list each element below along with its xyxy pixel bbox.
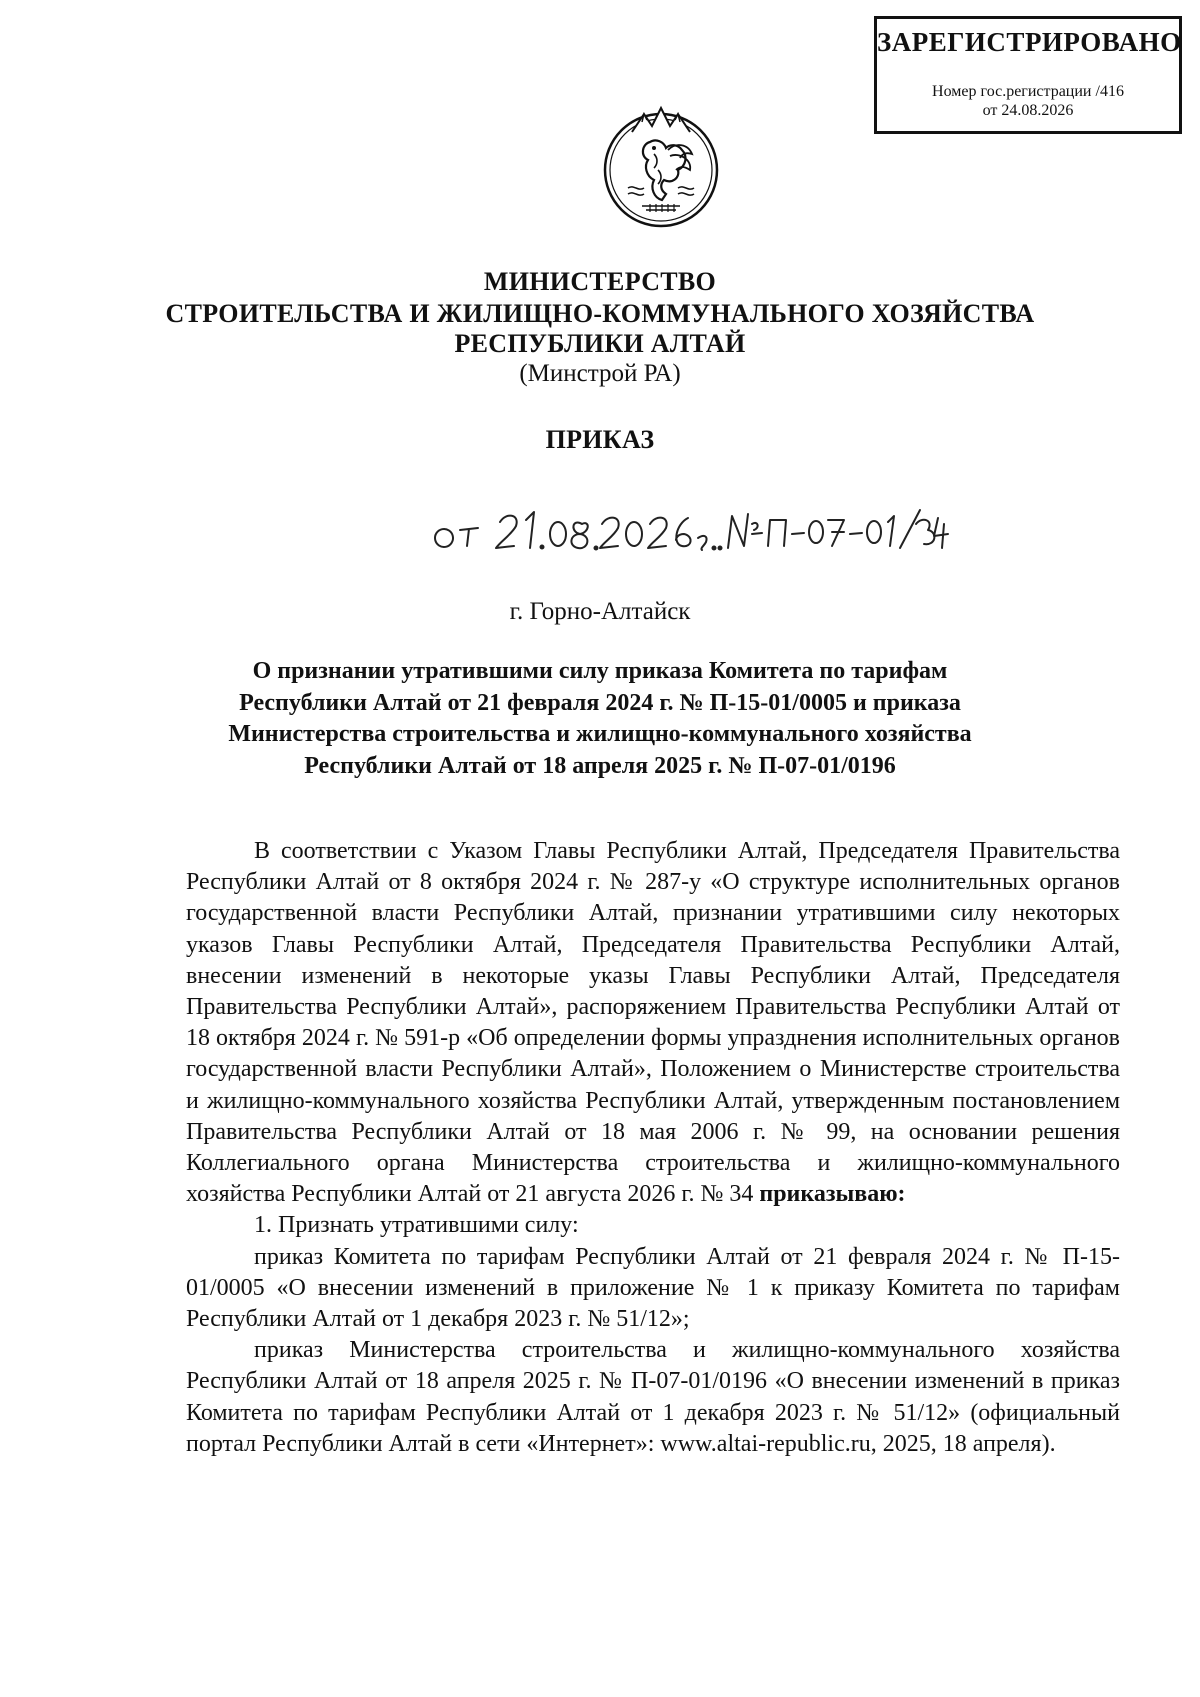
order-title xyxy=(150,656,1050,782)
item-1-subitem-b: приказ Министерства строительства и жилищно-коммунального хозяйства Республики Алтай от 18 апреля 2025 г. № П-07-01/0196 «О внесении изменений в приказ Комитета по тарифам Республики Алтай от 1 декабря 2023 г. № 51/12» (официальный портал Республики Алтай в сети «Интернет»: www.altai-republic.ru, 2025, 18 апреля). xyxy=(186,1337,1120,1457)
item-1-subitem-a: приказ Комитета по тарифам Республики Алтай от 21 февраля 2024 г. № П-15-01/0005 «О внесении изменений в приложение № 1 к приказу Комитета по тарифам Республики Алтай от 1 декабря 2023 г. № 51/12»; xyxy=(186,1243,1120,1333)
ministry-title-line2: СТРОИТЕЛЬСТВА И ЖИЛИЩНО-КОММУНАЛЬНОГО ХОЗЯЙСТВА xyxy=(165,299,1035,328)
coat-of-arms-icon xyxy=(598,104,724,230)
ministry-short-name: (Минстрой РА) xyxy=(519,360,681,387)
handwritten-order-number xyxy=(430,498,950,558)
city-line: г. Горно-Алтайск xyxy=(509,598,691,625)
item-1: 1. Признать утратившими силу: xyxy=(254,1212,579,1239)
ministry-title-line3: РЕСПУБЛИКИ АЛТАЙ xyxy=(454,329,746,358)
order-title-line1: О признании утратившими силу приказа Комитета по тарифам xyxy=(252,658,948,684)
order-title-line2: Республики Алтай от 21 февраля 2024 г. № П-15-01/0005 и приказа xyxy=(239,689,961,716)
ministry-title-line1: МИНИСТЕРСТВО xyxy=(483,267,717,296)
registration-number: Номер гос.регистрации /416 xyxy=(932,83,1124,100)
registration-date: от 24.08.2026 xyxy=(982,102,1074,119)
order-body xyxy=(186,836,1120,1460)
registration-stamp xyxy=(874,16,1182,134)
preamble-text: В соответствии с Указом Главы Республики Алтай, Председателя Правительства Республики Алтай от 8 октября 2024 г. № 287-у «О структуре исполнительных органов государственной власти Республики Алтай, признании утратившими силу некоторых указов Главы Республики Алтай, Председателя Правительства Республики Алтай, внесении изменений в некоторые указы Главы Республики Алтай, Председателя Правительства Республики Алтай», распоряжением Правительства Республики Алтай от 18 октября 2024 г. № 591-р «Об определении формы упразднения исполнительных органов государственной власти Республики Алтай», Положением о Министерстве строительства и жилищно-коммунального хозяйства Республики Алтай, утвержденным постановлением Правительства Республики Алтай от 18 мая 2006 г. № 99, на основании решения Коллегиального органа Министерства строительства и жилищно-коммунального хозяйства Республики Алтай от 21 августа 2026 г. № 34 xyxy=(186,838,1120,1208)
order-title-line4: Республики Алтай от 18 апреля 2025 г. № П-07-01/0196 xyxy=(304,752,896,779)
preamble-paragraph xyxy=(186,836,1120,1210)
stamp-title: ЗАРЕГИСТРИРОВАНО xyxy=(877,27,1182,57)
order-word: приказываю: xyxy=(759,1181,906,1208)
document-type: ПРИКАЗ xyxy=(545,425,655,454)
order-title-line3: Министерства строительства и жилищно-коммунального хозяйства xyxy=(228,721,972,747)
